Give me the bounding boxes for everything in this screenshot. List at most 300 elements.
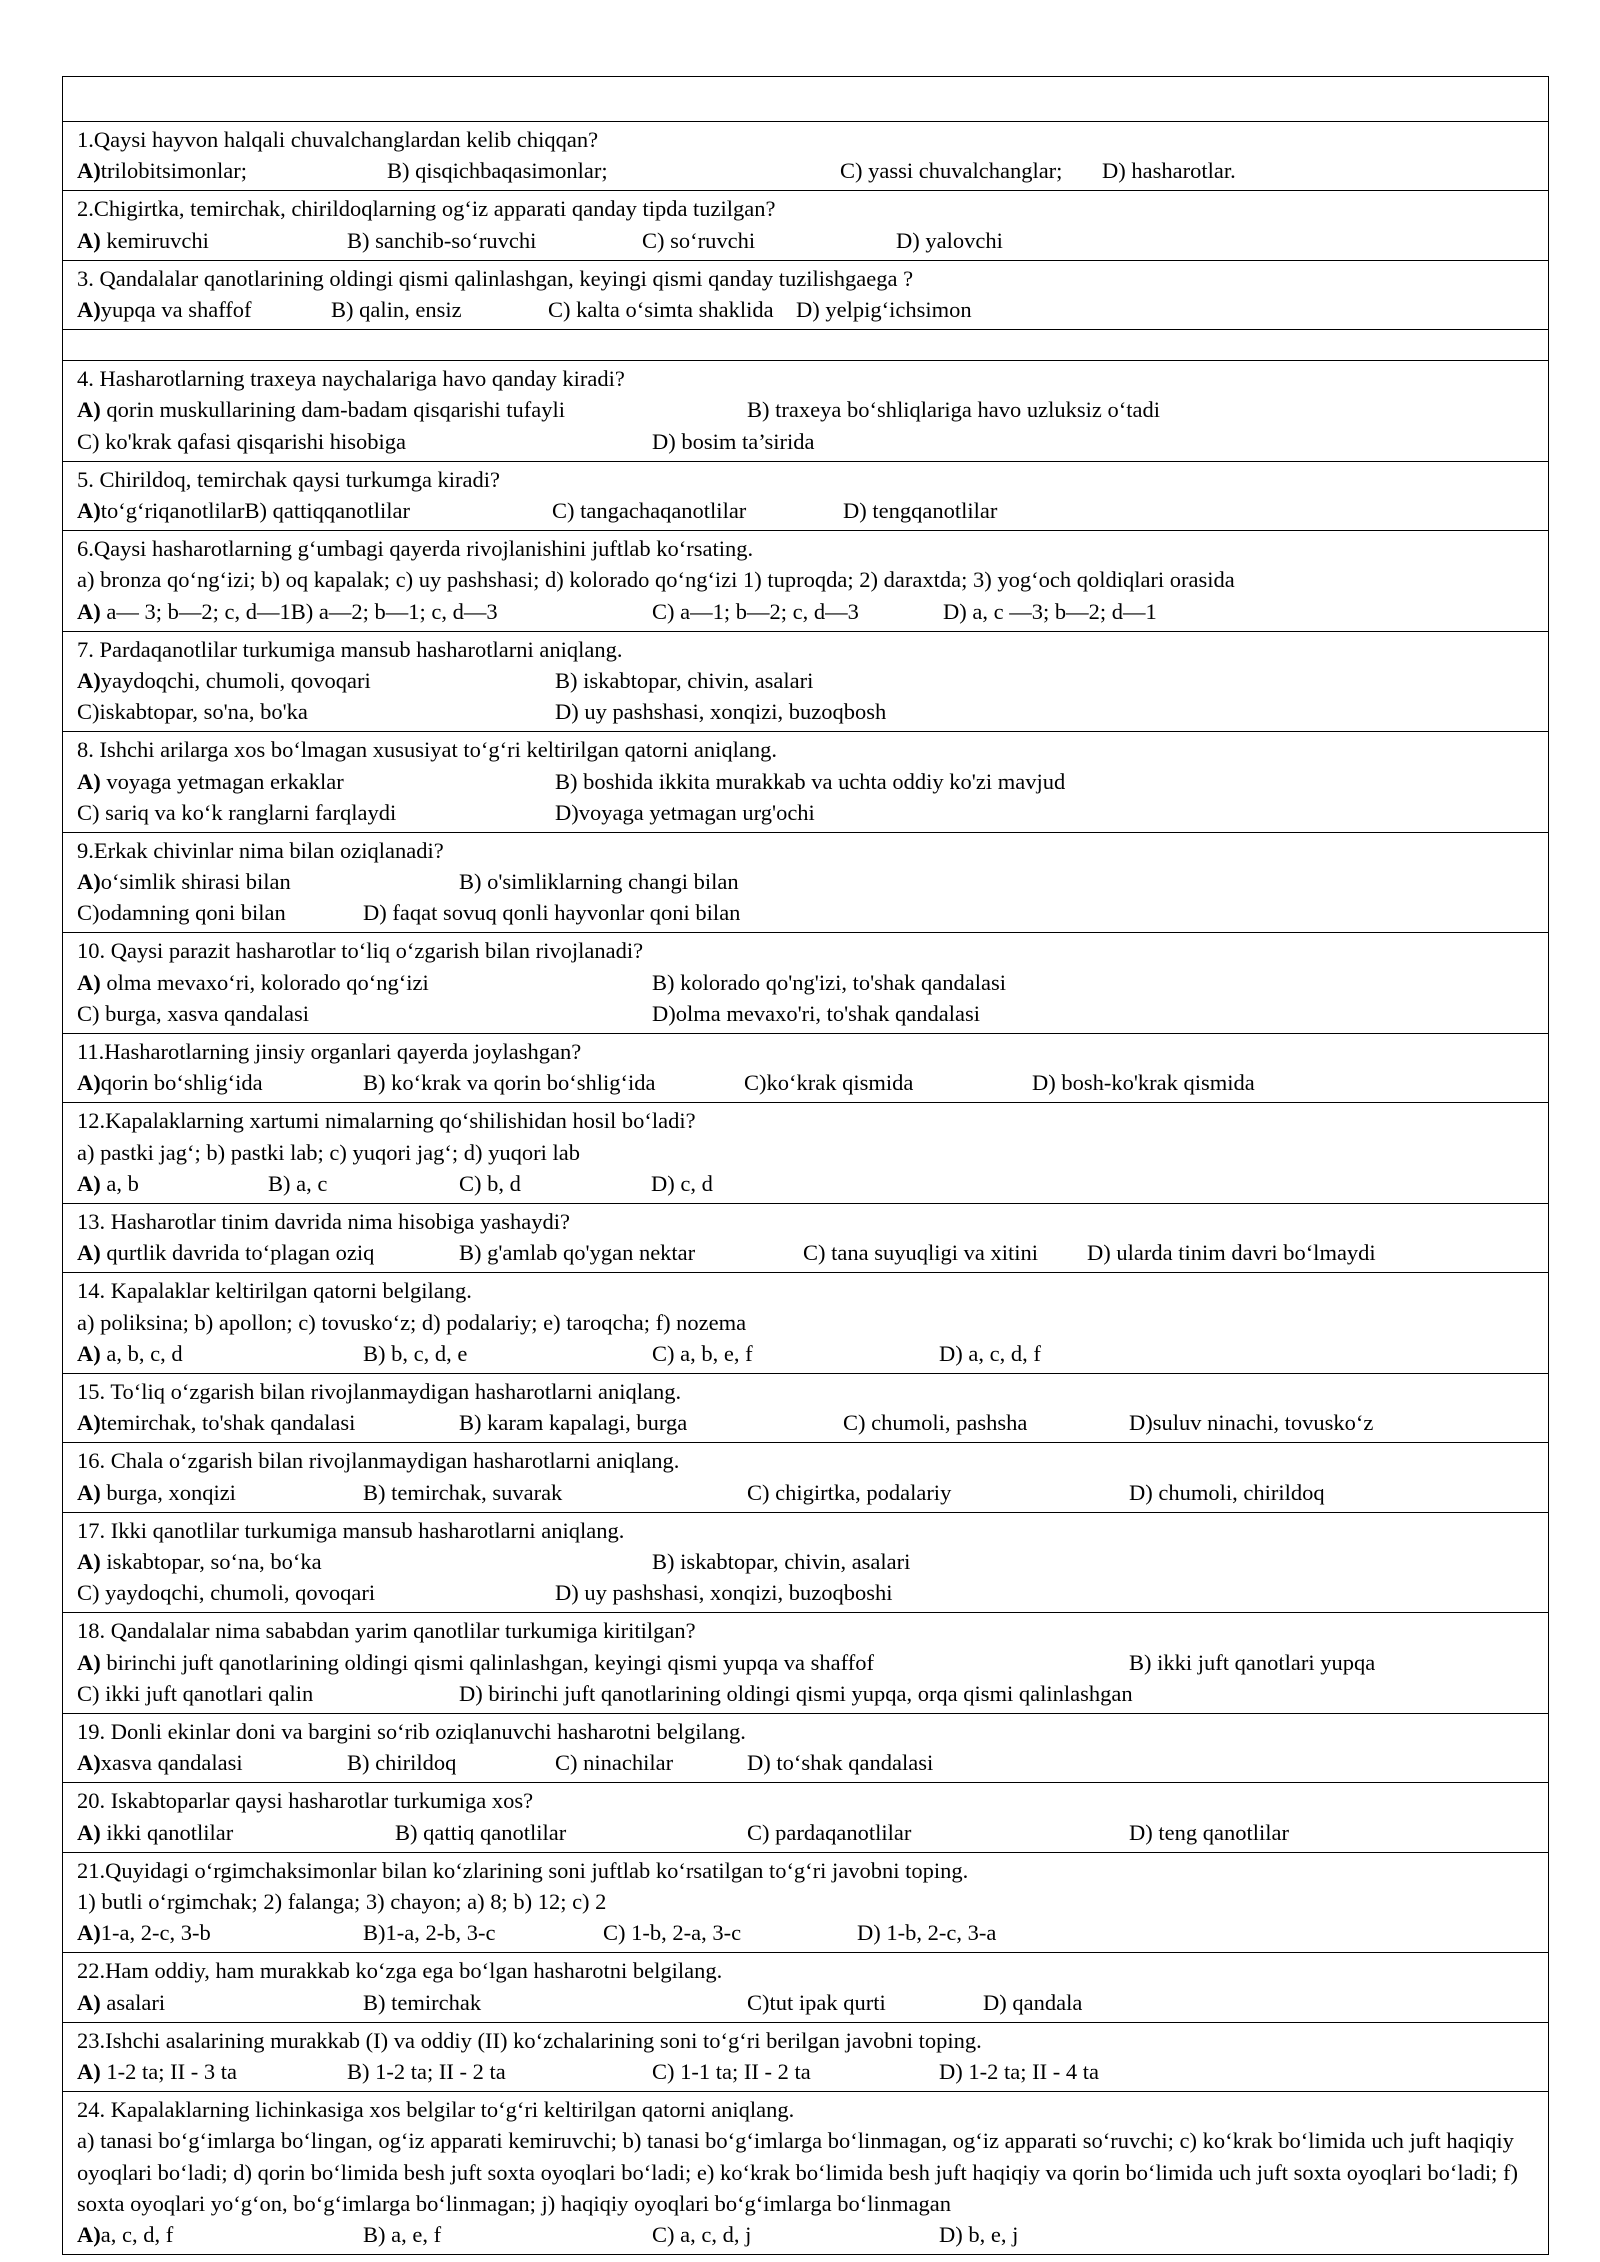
option-text: qurtlik davrida to‘plagan oziq — [100, 1240, 375, 1266]
option-text: 1-2 ta; II - 3 ta — [100, 2058, 237, 2084]
question-cell — [63, 1713, 1549, 1782]
answer-option — [459, 1237, 695, 1268]
answer-option — [347, 225, 536, 256]
answer-options — [77, 394, 1534, 425]
question-cell — [63, 1852, 1549, 1953]
option-letter: A) — [77, 227, 101, 253]
option-text: birinchi juft qanotlarining oldingi qismi qalinlashgan, keyingi qismi yupqa va shaffof — [100, 1649, 874, 1675]
answer-options — [77, 1647, 1534, 1678]
question-text: 12.Kapalaklarning xartumi nimalarning qo‘shilishidan hosil bo‘ladi? — [77, 1108, 696, 1134]
option-text: B)1-a, 2-b, 3-c — [363, 1920, 496, 1946]
answer-option — [77, 1546, 322, 1577]
option-text: C) kalta o‘simta shaklida — [548, 296, 774, 322]
option-text: trilobitsimonlar; — [100, 158, 247, 184]
answer-options — [77, 2219, 1534, 2250]
question-cell — [63, 2022, 1549, 2091]
question-text: 4. Hasharotlarning traxeya naychalariga havo qanday kiradi? — [77, 366, 625, 392]
option-text: C) yaydoqchi, chumoli, qovoqari — [77, 1580, 376, 1606]
question-row — [63, 461, 1549, 530]
question-cell — [63, 832, 1549, 933]
answer-option — [331, 294, 462, 325]
question-table — [62, 76, 1549, 2255]
answer-option — [1129, 1477, 1325, 1508]
answer-option — [747, 1477, 951, 1508]
question-row — [63, 1443, 1549, 1512]
question-cell — [63, 1374, 1549, 1443]
answer-options — [77, 1237, 1534, 1268]
option-text: C) ko'krak qafasi qisqarishi hisobiga — [77, 428, 406, 454]
question-cell — [63, 122, 1549, 191]
answer-option — [77, 797, 396, 828]
question-text: 24. Kapalaklarning lichinkasiga xos belgilar to‘g‘ri keltirilgan qatorni aniqlang. — [77, 2097, 795, 2123]
answer-option — [395, 1817, 566, 1848]
blank-separator-row — [63, 330, 1549, 361]
option-letter: A) — [77, 1750, 101, 1776]
question-text: 1.Qaysi hayvon halqali chuvalchanglardan kelib chiqqan? — [77, 127, 599, 152]
question-text: 7. Pardaqanotlilar turkumiga mansub hasharotlarni aniqlang. — [77, 636, 623, 662]
answer-option — [652, 1338, 753, 1369]
question-text: 6.Qaysi hasharotlarning g‘umbagi qayerda rivojlanishini juftlab ko‘rsating. — [77, 536, 754, 562]
option-letter: A) — [77, 158, 101, 184]
question-sub-items: a) bronza qo‘ng‘izi; b) oq kapalak; c) uy pashshasi; d) kolorado qo‘ng‘izi 1) tuproqda; 2) daraxtda; 3) yog‘och qoldiqlari orasida — [77, 567, 1235, 593]
question-cell — [63, 1273, 1549, 1374]
answer-option — [1129, 1647, 1375, 1678]
option-text: D) tengqanotlilar — [843, 497, 998, 523]
answer-options — [77, 294, 1534, 325]
answer-option — [840, 155, 1062, 186]
option-letter: A) — [77, 296, 101, 322]
answer-option — [548, 294, 774, 325]
answer-options — [77, 1747, 1534, 1778]
question-sub-items: a) tanasi bo‘g‘imlarga bo‘lingan, og‘iz apparati kemiruvchi; b) tanasi bo‘g‘imlarga bo‘linmagan, og‘iz apparati so‘ruvchi; c) ko‘krak bo‘limida uch juft haqiqiy oyoqlari bo‘ladi; d) qorin bo‘limida besh juft soxta oyoqlari bo‘ladi; e) ko‘krak bo‘limida besh juft haqiqiy va qorin bo‘limida uch juft soxta oyoqlari bo‘ladi; f) soxta oyoqlari yo‘g‘on, bo‘g‘imlarga bo‘linmagan; j) haqiqiy oyoqlari bo‘g‘imlarga bo‘linmagan — [77, 2128, 1518, 2216]
answer-option — [347, 1747, 456, 1778]
option-text: B) ko‘krak va qorin bo‘shlig‘ida — [363, 1070, 656, 1096]
option-text: D)suluv ninachi, tovusko‘z — [1129, 1410, 1374, 1436]
option-text: 1-a, 2-c, 3-b — [100, 1920, 211, 1946]
answer-option — [603, 1917, 741, 1948]
option-text: B) 1-2 ta; II - 2 ta — [347, 2058, 506, 2084]
answer-option — [652, 596, 859, 627]
answer-option — [77, 1747, 243, 1778]
answer-option — [555, 1747, 673, 1778]
question-row — [63, 1512, 1549, 1613]
option-text: D) bosim ta’sirida — [652, 428, 815, 454]
question-row — [63, 1713, 1549, 1782]
question-text: 20. Iskabtoparlar qaysi hasharotlar turkumiga xos? — [77, 1788, 534, 1814]
question-text: 9.Erkak chivinlar nima bilan oziqlanadi? — [77, 837, 444, 863]
answer-option — [77, 866, 291, 897]
answer-options-second-line — [77, 797, 1534, 828]
option-text: D) uy pashshasi, xonqizi, buzoqboshi — [555, 1580, 893, 1606]
option-letter: A) — [77, 768, 101, 794]
answer-option — [459, 866, 739, 897]
answer-options-second-line — [77, 1678, 1534, 1709]
answer-options-second-line — [77, 1577, 1534, 1608]
answer-option — [363, 1987, 481, 2018]
option-text: C) sariq va ko‘k ranglarni farqlaydi — [77, 799, 397, 825]
answer-option — [77, 2219, 173, 2250]
answer-option — [555, 1577, 892, 1608]
option-text: D) faqat sovuq qonli hayvonlar qoni bilan — [363, 900, 741, 926]
option-text: B) g'amlab qo'ygan nektar — [459, 1240, 696, 1266]
question-text: 13. Hasharotlar tinim davrida nima hisobiga yashaydi? — [77, 1209, 571, 1235]
blank-header-row — [63, 77, 1549, 122]
answer-option — [77, 2056, 237, 2087]
question-sub-items: 1) butli o‘rgimchak; 2) falanga; 3) chayon; a) 8; b) 12; c) 2 — [77, 1888, 607, 1914]
option-text: C) so‘ruvchi — [642, 227, 756, 253]
option-text: C)ko‘krak qismida — [744, 1070, 914, 1096]
answer-option — [77, 294, 252, 325]
answer-options — [77, 1987, 1534, 2018]
answer-option — [77, 495, 410, 526]
answer-option — [387, 155, 608, 186]
question-row — [63, 933, 1549, 1034]
answer-option — [747, 1817, 911, 1848]
answer-options — [77, 967, 1534, 998]
answer-option — [555, 797, 815, 828]
answer-option — [77, 1067, 263, 1098]
option-text: C) yassi chuvalchanglar; — [840, 158, 1063, 184]
option-letter: A) — [77, 1340, 101, 1366]
answer-option — [652, 2219, 751, 2250]
option-text: a— 3; b—2; c, d—1B) a—2; b—1; c, d—3 — [100, 598, 498, 624]
option-text: D) a, c, d, f — [939, 1340, 1041, 1366]
option-letter: A) — [77, 1649, 101, 1675]
question-row — [63, 1613, 1549, 1714]
option-text: D) ularda tinim davri bo‘lmaydi — [1087, 1240, 1376, 1266]
answer-option — [363, 1477, 562, 1508]
answer-option — [642, 225, 755, 256]
question-text: 2.Chigirtka, temirchak, chirildoqlarning og‘iz apparati qanday tipda tuzilgan? — [77, 196, 776, 222]
option-letter: A) — [77, 1920, 101, 1946]
answer-option — [651, 1168, 713, 1199]
option-letter: A) — [77, 1989, 101, 2015]
answer-option — [939, 2219, 1018, 2250]
option-text: asalari — [100, 1989, 166, 2015]
question-text: 5. Chirildoq, temirchak qaysi turkumga kiradi? — [77, 466, 501, 492]
option-text: xasva qandalasi — [100, 1750, 243, 1776]
question-row — [63, 1953, 1549, 2022]
question-cell — [63, 1953, 1549, 2022]
answer-option — [803, 1237, 1038, 1268]
option-text: C)tut ipak qurti — [747, 1989, 886, 2015]
option-text: to‘g‘riqanotlilarB) qattiqqanotlilar — [100, 497, 411, 523]
option-text: D) yelpig‘ichsimon — [796, 296, 972, 322]
question-text: 23.Ishchi asalarining murakkab (I) va oddiy (II) ko‘zchalarining soni to‘g‘ri berilgan javobni toping. — [77, 2027, 982, 2053]
answer-option — [77, 155, 247, 186]
answer-option — [459, 1168, 521, 1199]
option-letter: A) — [77, 1479, 101, 1505]
option-text: D) bosh-ko'krak qismida — [1032, 1070, 1255, 1096]
question-cell — [63, 461, 1549, 530]
answer-options-second-line — [77, 426, 1534, 457]
answer-option — [857, 1917, 996, 1948]
answer-options — [77, 495, 1534, 526]
option-text: D) uy pashshasi, xonqizi, buzoqbosh — [555, 699, 887, 725]
question-text: 22.Ham oddiy, ham murakkab ko‘zga ega bo‘lgan hasharotni belgilang. — [77, 1958, 723, 1984]
answer-options — [77, 1067, 1534, 1098]
option-text: yaydoqchi, chumoli, qovoqari — [100, 667, 371, 693]
answer-options — [77, 665, 1534, 696]
question-cell — [63, 531, 1549, 632]
answer-option — [347, 2056, 506, 2087]
option-letter: A) — [77, 397, 101, 423]
answer-option — [939, 1338, 1041, 1369]
answer-option — [77, 665, 371, 696]
answer-option — [843, 1407, 1027, 1438]
option-text: C) chumoli, pashsha — [843, 1410, 1028, 1436]
question-cell — [63, 260, 1549, 329]
option-text: D)olma mevaxo'ri, to'shak qandalasi — [652, 1000, 981, 1026]
option-letter: A) — [77, 869, 101, 895]
question-cell — [63, 1034, 1549, 1103]
option-text: ikki qanotlilar — [100, 1819, 234, 1845]
question-sub-items: a) poliksina; b) apollon; c) tovusko‘z; d) podalariy; e) taroqcha; f) nozema — [77, 1309, 747, 1335]
question-row — [63, 260, 1549, 329]
question-text: 19. Donli ekinlar doni va bargini so‘rib oziqlanuvchi hasharotni belgilang. — [77, 1718, 746, 1744]
question-text: 15. To‘liq o‘zgarish bilan rivojlanmaydigan hasharotlarni aniqlang. — [77, 1379, 682, 1405]
option-text: temirchak, to'shak qandalasi — [100, 1410, 356, 1436]
answer-option — [652, 2056, 811, 2087]
option-text: C) a—1; b—2; c, d—3 — [652, 598, 859, 624]
answer-options — [77, 1546, 1534, 1577]
answer-option — [77, 1917, 211, 1948]
option-text: C) chigirtka, podalariy — [747, 1479, 952, 1505]
answer-option — [652, 426, 814, 457]
question-cell — [63, 191, 1549, 260]
answer-options — [77, 155, 1534, 186]
option-text: D) chumoli, chirildoq — [1129, 1479, 1325, 1505]
question-row — [63, 2022, 1549, 2091]
option-text: B) iskabtopar, chivin, asalari — [652, 1549, 911, 1574]
blank-cell — [63, 77, 1549, 122]
answer-option — [77, 1237, 374, 1268]
answer-option — [77, 967, 429, 998]
option-text: C)odamning qoni bilan — [77, 900, 286, 926]
option-letter: A) — [77, 1070, 101, 1096]
option-text: C) tana suyuqligi va xitini — [803, 1240, 1038, 1266]
question-sub-items: a) pastki jag‘; b) pastki lab; c) yuqori jag‘; d) yuqori lab — [77, 1139, 580, 1165]
option-text: B) qalin, ensiz — [331, 296, 462, 322]
question-cell — [63, 732, 1549, 833]
option-text: a, b — [100, 1170, 139, 1196]
question-text: 8. Ishchi arilarga xos bo‘lmagan xususiyat to‘g‘ri keltirilgan qatorni aniqlang. — [77, 737, 778, 763]
answer-options — [77, 1477, 1534, 1508]
answer-option — [943, 596, 1157, 627]
question-cell — [63, 631, 1549, 732]
answer-options — [77, 596, 1534, 627]
option-text: D) yalovchi — [896, 227, 1003, 253]
question-cell — [63, 1613, 1549, 1714]
option-text: olma mevaxo‘ri, kolorado qo‘ng‘izi — [100, 969, 429, 995]
option-text: kemiruvchi — [100, 227, 209, 253]
option-text: C) burga, xasva qandalasi — [77, 1000, 310, 1026]
answer-option — [652, 998, 980, 1029]
option-text: C) tangachaqanotlilar — [552, 497, 747, 523]
option-letter: A) — [77, 1410, 101, 1436]
answer-option — [77, 1477, 236, 1508]
option-text: D) qandala — [983, 1989, 1083, 2015]
answer-options — [77, 1407, 1534, 1438]
option-text: B) temirchak — [363, 1989, 482, 2015]
answer-option — [77, 1678, 313, 1709]
option-text: B) temirchak, suvarak — [363, 1479, 563, 1505]
question-cell — [63, 1783, 1549, 1852]
option-text: C) 1-b, 2-a, 3-c — [603, 1920, 742, 1946]
option-text: B) ikki juft qanotlari yupqa — [1129, 1649, 1376, 1675]
question-row — [63, 361, 1549, 462]
answer-option — [77, 225, 209, 256]
option-text: D) 1-2 ta; II - 4 ta — [939, 2058, 1099, 2084]
answer-option — [555, 665, 813, 696]
question-text: 17. Ikki qanotlilar turkumiga mansub hasharotlarni aniqlang. — [77, 1517, 625, 1543]
answer-option — [268, 1168, 327, 1199]
question-cell — [63, 933, 1549, 1034]
answer-option — [459, 1678, 1133, 1709]
answer-option — [747, 1987, 886, 2018]
answer-options — [77, 225, 1534, 256]
answer-option — [747, 394, 1160, 425]
answer-options — [77, 1168, 1534, 1199]
option-letter: A) — [77, 969, 101, 995]
option-text: C) ikki juft qanotlari qalin — [77, 1680, 314, 1706]
option-text: voyaga yetmagan erkaklar — [100, 768, 344, 794]
question-cell — [63, 1103, 1549, 1204]
answer-option — [363, 1067, 655, 1098]
question-row — [63, 732, 1549, 833]
question-row — [63, 122, 1549, 191]
answer-options-second-line — [77, 696, 1534, 727]
answer-option — [896, 225, 1003, 256]
option-text: B) karam kapalagi, burga — [459, 1410, 688, 1436]
question-cell — [63, 361, 1549, 462]
answer-option — [1129, 1817, 1289, 1848]
question-row — [63, 2092, 1549, 2255]
answer-option — [843, 495, 997, 526]
answer-option — [1032, 1067, 1255, 1098]
answer-option — [77, 1407, 355, 1438]
option-text: B) a, c — [268, 1170, 328, 1196]
option-text: a, b, c, d — [100, 1340, 183, 1366]
answer-options-second-line — [77, 998, 1534, 1029]
quiz-sheet — [62, 76, 1549, 2255]
question-row — [63, 191, 1549, 260]
answer-option — [363, 1338, 467, 1369]
answer-option — [77, 897, 286, 928]
option-text: D) 1-b, 2-c, 3-a — [857, 1920, 997, 1946]
question-cell — [63, 1204, 1549, 1273]
option-text: B) b, c, d, e — [363, 1340, 468, 1366]
option-text: B) qisqichbaqasimonlar; — [387, 158, 608, 184]
option-text: qorin muskullarining dam-badam qisqarishi tufayli — [100, 397, 566, 423]
option-text: D) c, d — [651, 1170, 713, 1196]
answer-option — [363, 2219, 441, 2250]
option-text: burga, xonqizi — [100, 1479, 236, 1505]
answer-option — [363, 897, 740, 928]
option-letter: A) — [77, 2221, 101, 2247]
option-text: C) ninachilar — [555, 1750, 674, 1776]
option-letter: A) — [77, 1549, 101, 1574]
option-letter: A) — [77, 1170, 101, 1196]
answer-option — [77, 1338, 183, 1369]
answer-option — [652, 967, 1006, 998]
option-letter: A) — [77, 598, 101, 624]
blank-cell — [63, 330, 1549, 361]
option-text: a, c, d, f — [100, 2221, 174, 2247]
answer-option — [77, 426, 406, 457]
answer-option — [652, 1546, 910, 1577]
option-letter: A) — [77, 1819, 101, 1845]
answer-option — [747, 1747, 933, 1778]
option-text: C) 1-1 ta; II - 2 ta — [652, 2058, 811, 2084]
option-text: C)iskabtopar, so'na, bo'ka — [77, 699, 308, 725]
option-text: D) teng qanotlilar — [1129, 1819, 1289, 1845]
answer-options — [77, 1817, 1534, 1848]
option-text: C) a, c, d, j — [652, 2221, 752, 2247]
answer-option — [1102, 155, 1236, 186]
option-text: yupqa va shaffof — [100, 296, 252, 322]
question-text: 14. Kapalaklar keltirilgan qatorni belgilang. — [77, 1278, 472, 1304]
answer-option — [77, 394, 565, 425]
option-letter: A) — [77, 2058, 101, 2084]
answer-option — [77, 596, 498, 627]
option-text: qorin bo‘shlig‘ida — [100, 1070, 263, 1096]
answer-option — [77, 1577, 375, 1608]
option-text: B) iskabtopar, chivin, asalari — [555, 667, 814, 693]
answer-option — [459, 1407, 687, 1438]
option-text: C) b, d — [459, 1170, 521, 1196]
answer-option — [77, 766, 344, 797]
option-text: B) kolorado qo'ng'izi, to'shak qandalasi — [652, 969, 1006, 995]
answer-option — [77, 696, 308, 727]
option-text: C) pardaqanotlilar — [747, 1819, 912, 1845]
answer-option — [744, 1067, 913, 1098]
question-row — [63, 1034, 1549, 1103]
answer-option — [939, 2056, 1099, 2087]
question-text: 10. Qaysi parazit hasharotlar to‘liq o‘zgarish bilan rivojlanadi? — [77, 938, 644, 964]
question-cell — [63, 1512, 1549, 1613]
answer-options — [77, 2056, 1534, 2087]
answer-options — [77, 1338, 1534, 1369]
option-text: D)voyaga yetmagan urg'ochi — [555, 799, 815, 825]
question-cell — [63, 2092, 1549, 2255]
option-text: D) birinchi juft qanotlarining oldingi qismi yupqa, orqa qismi qalinlashgan — [459, 1680, 1133, 1706]
question-row — [63, 1273, 1549, 1374]
option-text: B) o'simliklarning changi bilan — [459, 869, 739, 895]
question-text: 18. Qandalalar nima sababdan yarim qanotlilar turkumiga kiritilgan? — [77, 1618, 696, 1644]
answer-option — [555, 696, 886, 727]
option-text: B) sanchib-so‘ruvchi — [347, 227, 537, 253]
question-row — [63, 1374, 1549, 1443]
option-text: D) a, c —3; b—2; d—1 — [943, 598, 1157, 624]
answer-option — [77, 1647, 874, 1678]
question-row — [63, 832, 1549, 933]
answer-option — [77, 1168, 139, 1199]
answer-option — [363, 1917, 495, 1948]
answer-option — [1087, 1237, 1376, 1268]
option-text: B) chirildoq — [347, 1750, 457, 1776]
option-text: D) to‘shak qandalasi — [747, 1750, 934, 1776]
option-letter: A) — [77, 497, 101, 523]
answer-options — [77, 1917, 1534, 1948]
option-letter: A) — [77, 1240, 101, 1266]
answer-options — [77, 866, 1534, 897]
answer-option — [77, 998, 309, 1029]
option-text: B) boshida ikkita murakkab va uchta oddiy ko'zi mavjud — [555, 768, 1066, 794]
answer-options-second-line — [77, 897, 1534, 928]
answer-option — [1129, 1407, 1373, 1438]
option-text: C) a, b, e, f — [652, 1340, 753, 1366]
